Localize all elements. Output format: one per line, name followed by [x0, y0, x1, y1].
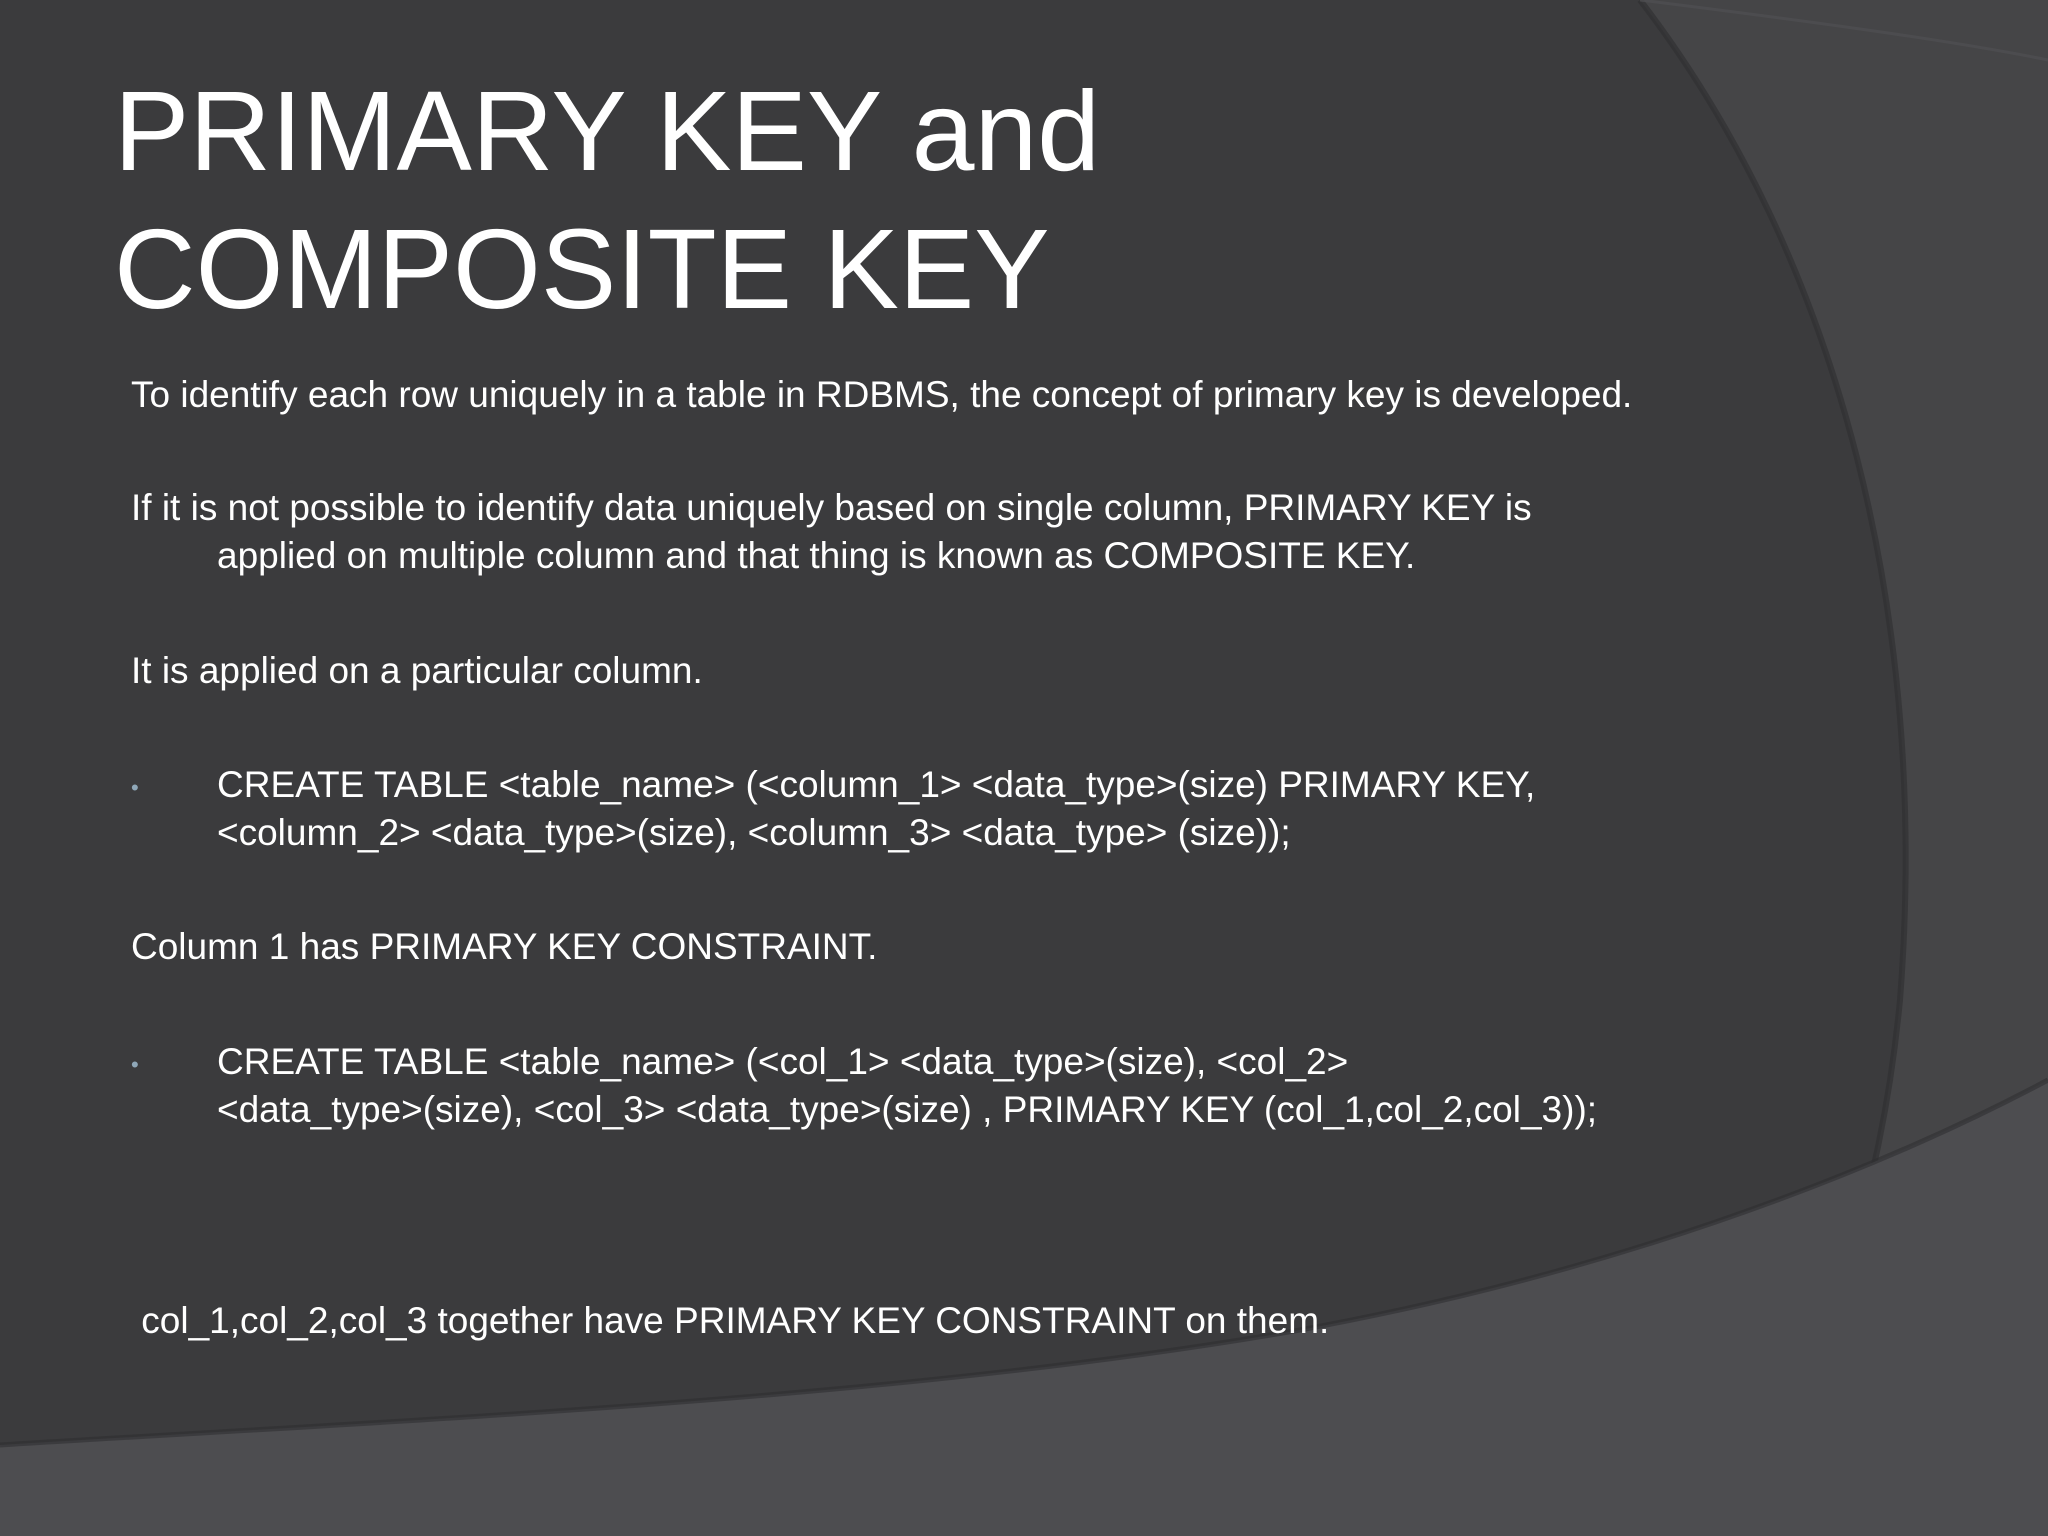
slide-title: [114, 62, 1100, 338]
paragraph-line: If it is not possible to identify data uniquely based on single column, PRIMARY KEY is: [131, 487, 1532, 528]
title-line-1: PRIMARY KEY and: [114, 68, 1101, 194]
paragraph-line: To identify each row uniquely in a table in RDBMS, the concept of primary key is developed.: [131, 374, 1633, 415]
paragraph-line: col_1,col_2,col_3 together have PRIMARY KEY CONSTRAINT on them.: [131, 1300, 1330, 1341]
title-line-2: COMPOSITE KEY: [114, 206, 1050, 332]
paragraph-composite-constraint: [131, 1201, 1329, 1441]
paragraph-particular-column: [131, 647, 703, 695]
paragraph-line: It is applied on a particular column.: [131, 650, 703, 691]
code-example: [217, 761, 1535, 857]
code-line: <column_2> <data_type>(size), <column_3> <data_type> (size));: [217, 812, 1291, 853]
paragraph-composite-key: [131, 484, 1532, 580]
paragraph-line: Column 1 has PRIMARY KEY CONSTRAINT.: [131, 926, 878, 967]
code-line: CREATE TABLE <table_name> (<column_1> <data_type>(size) PRIMARY KEY,: [217, 764, 1536, 805]
bullet-icon: •: [131, 1052, 139, 1077]
code-example: [217, 1038, 1597, 1134]
paragraph-primary-key-definition: [131, 371, 1632, 419]
paragraph-line: applied on multiple column and that thing is known as COMPOSITE KEY.: [217, 535, 1416, 576]
paragraph-column-constraint: [131, 923, 877, 971]
code-line: CREATE TABLE <table_name> (<col_1> <data_type>(size), <col_2>: [217, 1041, 1349, 1082]
code-line: <data_type>(size), <col_3> <data_type>(size) , PRIMARY KEY (col_1,col_2,col_3));: [217, 1089, 1598, 1130]
bullet-icon: •: [131, 775, 139, 800]
